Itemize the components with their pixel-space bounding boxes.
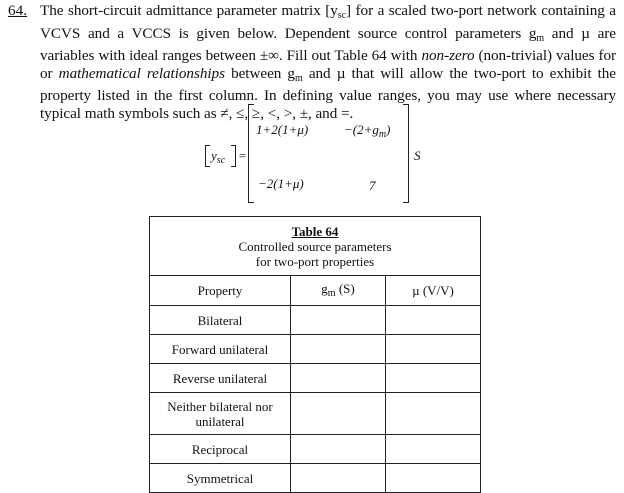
cell-mu-reciprocal[interactable] xyxy=(386,435,481,464)
matrix-a11: 1+2(1+μ) xyxy=(256,122,309,137)
cell-mu-bilateral[interactable] xyxy=(386,306,481,335)
cell-mu-reverse-unilateral[interactable] xyxy=(386,364,481,393)
problem-number: 64. xyxy=(8,2,27,19)
cell-mu-symmetrical[interactable] xyxy=(386,464,481,493)
table-subtitle-2: for two-port properties xyxy=(255,253,375,269)
table-subtitle-1: Controlled source parameters xyxy=(238,238,392,254)
equals-sign: = xyxy=(238,148,247,163)
cell-gm-reverse-unilateral[interactable] xyxy=(291,364,386,393)
matrix-a12: $-(2+g_m)$ xyxy=(344,122,391,140)
row-label-bilateral: Bilateral xyxy=(150,306,291,335)
table-64 xyxy=(149,216,481,493)
row-label-reverse-unilateral: Reverse unilateral xyxy=(150,364,291,393)
matrix-unit: S xyxy=(414,148,421,163)
matrix-right-bracket xyxy=(403,104,409,203)
row-label-neither: Neither bilateral nor unilateral xyxy=(150,393,291,435)
table-title: Table 64 xyxy=(291,223,339,239)
table-caption xyxy=(150,217,481,276)
matrix-a22: 7 xyxy=(369,178,376,193)
row-label-symmetrical: Symmetrical xyxy=(150,464,291,493)
cell-mu-forward-unilateral[interactable] xyxy=(386,335,481,364)
matrix-lhs: $y_{sc}$ xyxy=(211,148,226,166)
lhs-right-bracket xyxy=(231,145,236,167)
row-label-forward-unilateral: Forward unilateral xyxy=(150,335,291,364)
cell-gm-reciprocal[interactable] xyxy=(291,435,386,464)
cell-gm-symmetrical[interactable] xyxy=(291,464,386,493)
cell-gm-forward-unilateral[interactable] xyxy=(291,335,386,364)
cell-mu-neither[interactable] xyxy=(386,393,481,435)
header-property: Property xyxy=(150,276,291,306)
cell-gm-neither[interactable] xyxy=(291,393,386,435)
row-label-reciprocal: Reciprocal xyxy=(150,435,291,464)
lhs-left-bracket xyxy=(205,145,210,167)
header-mu: µ (V/V) xyxy=(386,276,481,306)
header-gm: $g_m$ (S) xyxy=(291,276,386,306)
matrix-left-bracket xyxy=(248,104,254,203)
admittance-matrix xyxy=(198,104,438,204)
matrix-a21: −2(1+μ) xyxy=(258,176,304,191)
cell-gm-bilateral[interactable] xyxy=(291,306,386,335)
problem-text: The short-circuit admittance parameter matrix $[y_{sc}]$ for a scaled two-port network containing a VCVS and a VCCS is given below. Dependent source control parameters $g_m$ and µ are variables with ideal ranges between ±∞. Fill out Table 64 with non-zero (non-trivial) values for or mathematical relationships between $g_m$ and µ that will allow the two-port to exhibit the property listed in the first column. In defining value ranges, you may use where necessary typical math symbols such as ≠, ≤, ≥, <, >, ±, and =. xyxy=(40,2,617,122)
